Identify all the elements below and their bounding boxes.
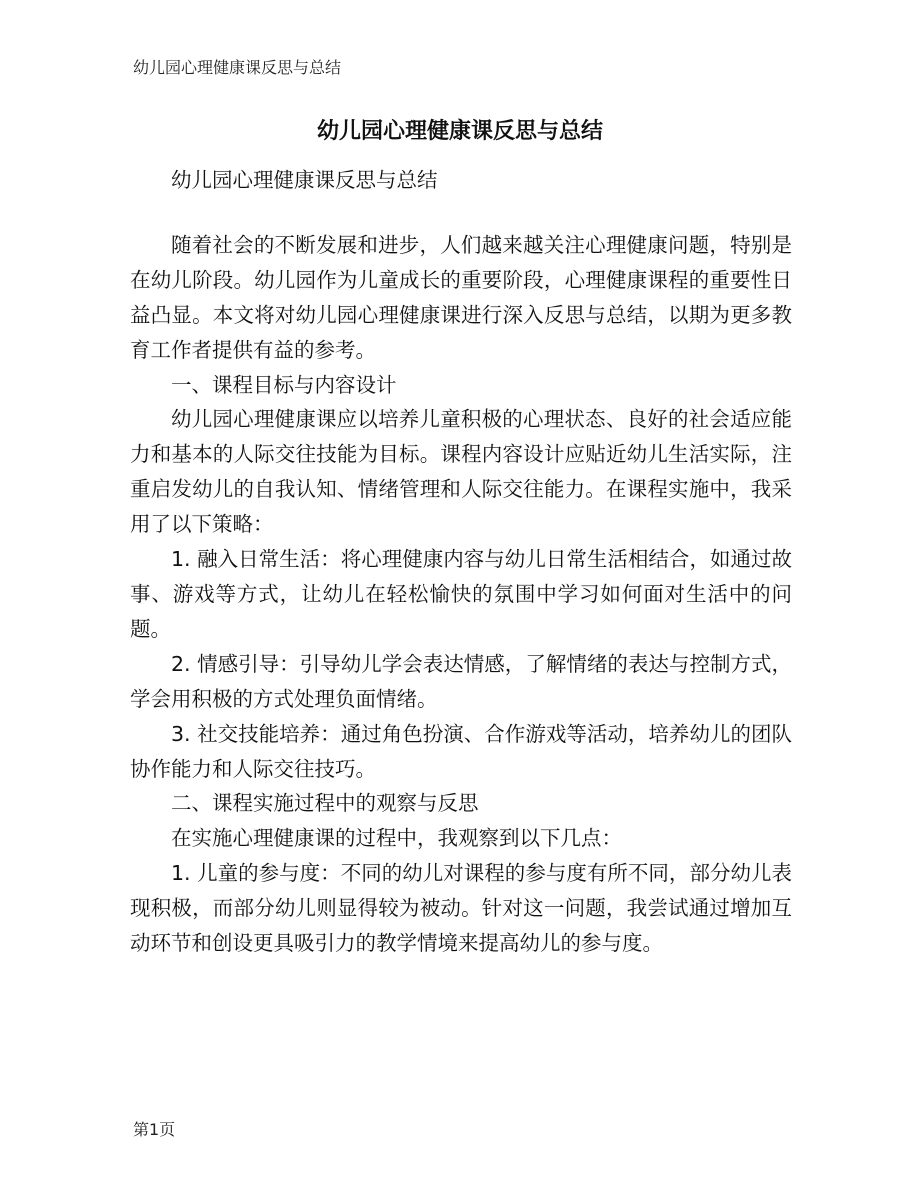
section-heading-1: 一、课程目标与内容设计 (171, 372, 397, 397)
running-header: 幼儿园心理健康课反思与总结 (133, 58, 342, 77)
page-number: 第1页 (133, 1120, 176, 1139)
list-item: 1. 儿童的参与度：不同的幼儿对课程的参与度有所不同，部分幼儿表现积极，而部分幼儿则显得较为被动。针对这一问题，我尝试通过增加互动环节和创设更具吸引力的教学情境来提高幼儿的参与度。 (130, 861, 792, 956)
subtitle-paragraph: 幼儿园心理健康课反思与总结 (171, 168, 438, 192)
list-item: 3. 社交技能培养：通过角色扮演、合作游戏等活动，培养幼儿的团队协作能力和人际交往技巧。 (130, 721, 792, 781)
paragraph: 幼儿园心理健康课应以培养儿童积极的心理状态、良好的社会适应能力和基本的人际交往技能为目标。课程内容设计应贴近幼儿生活实际，注重启发幼儿的自我认知、情绪管理和人际交往能力。在课程实施中，我采用了以下策略： (130, 407, 792, 537)
section-heading-2: 二、课程实施过程中的观察与反思 (171, 791, 479, 816)
paragraph: 在实施心理健康课的过程中，我观察到以下几点： (171, 826, 622, 851)
list-item: 1. 融入日常生活：将心理健康内容与幼儿日常生活相结合，如通过故事、游戏等方式，让幼儿在轻松愉快的氛围中学习如何面对生活中的问题。 (130, 547, 792, 641)
document-body (130, 163, 792, 961)
list-item: 2. 情感引导：引导幼儿学会表达情感，了解情绪的表达与控制方式，学会用积极的方式处理负面情绪。 (130, 651, 792, 711)
document-title: 幼儿园心理健康课反思与总结 (316, 119, 603, 144)
intro-paragraph: 随着社会的不断发展和进步，人们越来越关注心理健康问题，特别是在幼儿阶段。幼儿园作为儿童成长的重要阶段，心理健康课程的重要性日益凸显。本文将对幼儿园心理健康课进行深入反思与总结，以期为更多教育工作者提供有益的参考。 (130, 232, 792, 362)
